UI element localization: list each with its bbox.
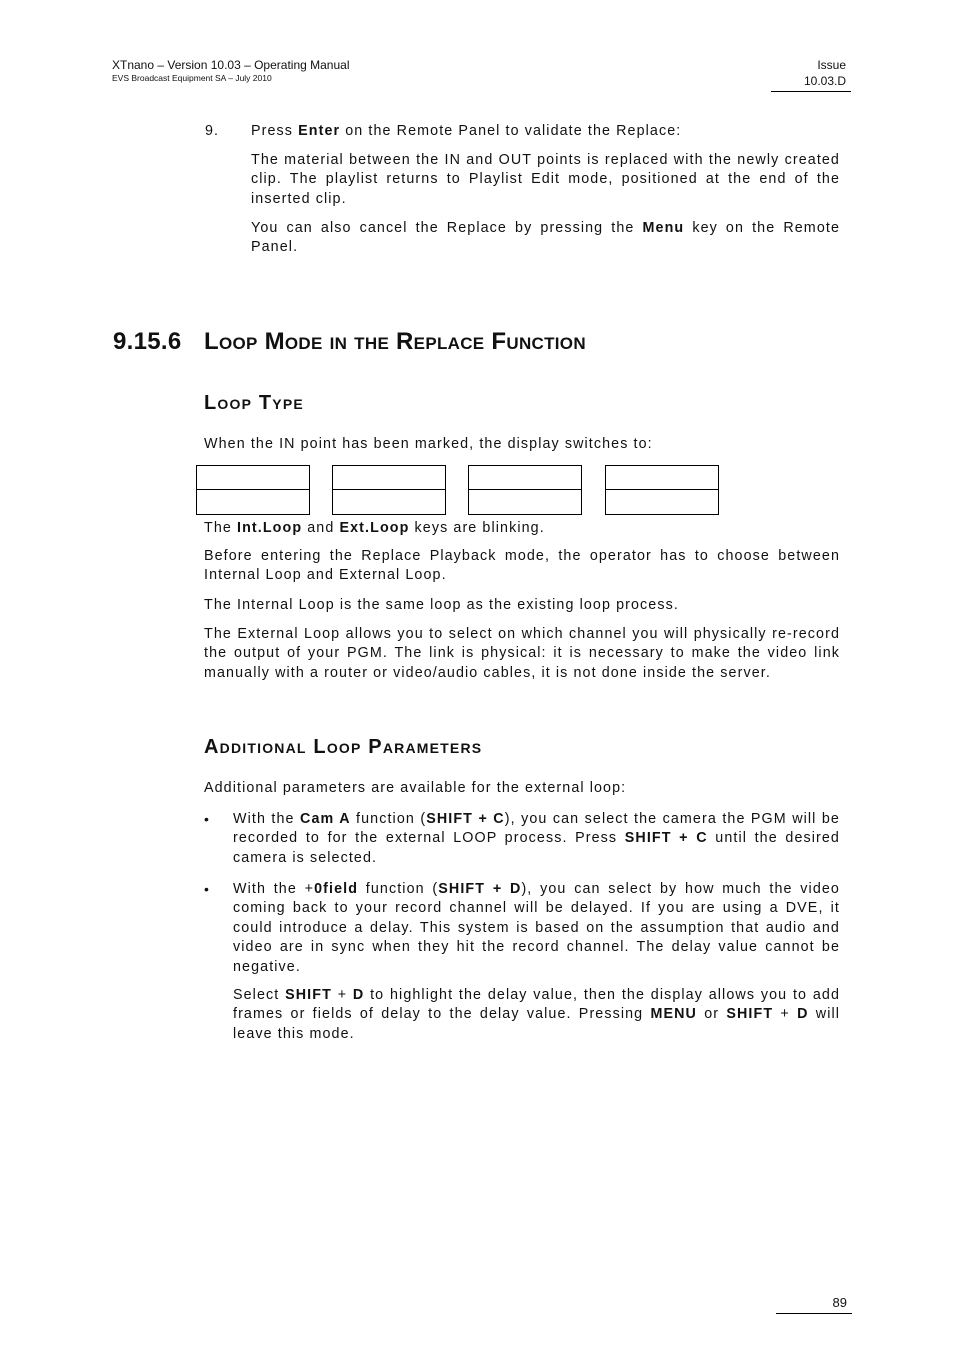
text: You can also cancel the Replace by pressing the (251, 220, 643, 236)
page-header (112, 57, 350, 84)
display-intro: When the IN point has been marked, the display switches to: (204, 436, 653, 452)
external-loop-paragraph: The External Loop allows you to select on which channel you will physically re-record the output of your PGM. The link is physical: it is necessary to make the video link manually with a router or video/audio cables, it is not done inside the server. (204, 626, 840, 681)
page-number: 89 (776, 1294, 852, 1314)
key-0field: 0field (314, 881, 359, 897)
cancel-paragraph (251, 219, 840, 258)
text: ), you can select the camera the PGM will be recorded to for the external LOOP process. Press (233, 811, 840, 847)
text: or (696, 1006, 727, 1023)
text: function ( (350, 811, 427, 827)
key-shift: SHIFT (726, 1006, 774, 1023)
before-entering-paragraph: Before entering the Replace Playback mode, the operator has to choose between Internal Loop and External Loop. (204, 548, 840, 584)
issue-label: Issue (817, 58, 846, 72)
display-cell (468, 465, 582, 515)
key-int-loop: Int.Loop (237, 520, 303, 536)
text: Select (233, 987, 286, 1003)
text: With the (233, 811, 301, 827)
internal-loop-paragraph: The Internal Loop is the same loop as the existing loop process. (204, 597, 679, 613)
text: Press (251, 123, 299, 139)
additional-intro: Additional parameters are available for the external loop: (204, 780, 627, 796)
bullet-delay-field (233, 880, 840, 977)
text: With the + (233, 881, 315, 897)
issue-number: 10.03.D (771, 73, 851, 92)
key-shift: SHIFT (285, 987, 332, 1003)
divider (197, 489, 309, 490)
section-title: Loop Mode in the Replace Function (204, 328, 586, 355)
key-ext-loop: Ext.Loop (339, 520, 410, 536)
key-cam-a: Cam A (300, 811, 351, 827)
key-shift-c: SHIFT + C (624, 830, 708, 847)
document-title: XTnano – Version 10.03 – Operating Manual (112, 58, 350, 72)
display-cell (605, 465, 719, 515)
text: + (773, 1006, 798, 1023)
subsection-heading-loop-type: Loop Type (204, 392, 304, 414)
bullet-icon: • (204, 811, 209, 827)
section-number: 9.15.6 (113, 328, 182, 355)
issue-block (771, 57, 851, 92)
key-shift-d: SHIFT + D (438, 881, 522, 897)
divider (469, 489, 581, 490)
subsection-heading-additional-parameters: Additional Loop Parameters (204, 736, 483, 758)
page-footer (776, 1294, 852, 1314)
step-result-paragraph: The material between the IN and OUT points is replaced with the newly created clip. The playlist returns to Playlist Edit mode, positioned at the end of the inserted clip. (251, 152, 840, 207)
text: key on the Remote Panel. (251, 220, 840, 256)
text: function ( (358, 881, 439, 897)
text: on the Remote Panel to validate the Replace: (340, 123, 682, 139)
divider (606, 489, 718, 490)
text: The (204, 520, 238, 536)
text: and (302, 520, 340, 536)
display-cell (196, 465, 310, 515)
text: to highlight the delay value, then the display allows you to add frames or fields of delay to the delay value. Pressing (233, 987, 840, 1023)
key-menu: MENU (650, 1006, 697, 1023)
bullet-cam-a (233, 810, 840, 868)
key-menu: Menu (642, 220, 685, 236)
text: + (331, 987, 353, 1003)
document-subtitle: EVS Broadcast Equipment SA – July 2010 (112, 73, 272, 83)
blinking-keys-paragraph (204, 519, 824, 538)
key-d: D (352, 987, 365, 1003)
bullet-icon: • (204, 881, 209, 897)
text: until the desired camera is selected. (233, 830, 840, 866)
divider (333, 489, 445, 490)
text: keys are blinking. (409, 520, 545, 536)
step-number: 9. (205, 123, 220, 139)
key-enter: Enter (298, 123, 341, 139)
step-instruction (251, 122, 841, 141)
key-d: D (797, 1006, 809, 1023)
section-heading (113, 326, 586, 358)
key-shift-c: SHIFT + C (426, 811, 505, 827)
text: ), you can select by how much the video coming back to your record channel will be delayed. If you are using a DVE, it could introduce a delay. This system is based on the assumption that audio and video are in sync when they hit the record channel. The delay value cannot be negative. (233, 881, 840, 975)
text: will leave this mode. (233, 1006, 841, 1042)
delay-select-paragraph (233, 986, 840, 1044)
display-cell (332, 465, 446, 515)
